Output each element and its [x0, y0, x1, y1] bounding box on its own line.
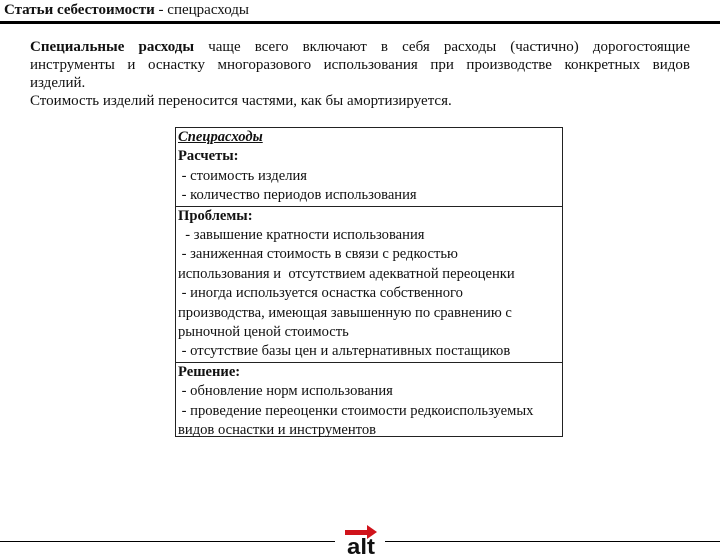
title-bold: Статьи себестоимости — [4, 2, 155, 18]
calc-heading: Расчеты: — [178, 148, 239, 165]
alt-logo — [335, 520, 385, 555]
list-item: производства, имеющая завышенную по сравнению с — [178, 304, 512, 321]
calc-section — [176, 128, 562, 207]
list-item: - заниженная стоимость в связи с редкостью — [178, 246, 458, 263]
slide-title — [4, 2, 249, 19]
intro-line — [30, 38, 690, 56]
intro-line: изделий. — [30, 75, 86, 91]
list-item: - стоимость изделия — [178, 167, 307, 184]
intro-paragraph — [30, 38, 690, 110]
list-item: рыночной ценой стоимость — [178, 324, 349, 341]
list-item: - проведение переоценки стоимости редкоиспользуемых — [178, 402, 534, 419]
box-title: Спецрасходы — [178, 129, 263, 145]
list-item: - обновление норм использования — [178, 383, 393, 400]
problems-heading: Проблемы: — [178, 207, 253, 224]
special-costs-box — [175, 127, 563, 437]
list-item: - завышение кратности использования — [178, 227, 425, 244]
intro-line: инструменты и оснастку многоразового использования при производстве конкретных видов — [30, 57, 690, 73]
list-item: использования и отсутствием адекватной переоценки — [178, 265, 515, 282]
list-item: - отсутствие базы цен и альтернативных постащиков — [178, 343, 511, 360]
problems-section — [176, 207, 562, 363]
intro-text: чаще всего включают в себя расходы (частично) дорогостоящие — [194, 39, 690, 55]
list-item: - иногда используется оснастка собственного — [178, 285, 463, 302]
solution-section — [176, 363, 562, 441]
intro-line: Стоимость изделий переносится частями, как бы амортизируется. — [30, 93, 452, 109]
header-rule — [0, 21, 720, 24]
solution-heading: Решение: — [178, 363, 241, 380]
svg-text:alt: alt — [347, 534, 376, 555]
list-item: видов оснастки и инструментов — [178, 422, 377, 439]
title-rest: - спецрасходы — [154, 2, 249, 18]
intro-bold: Специальные расходы — [30, 39, 195, 55]
list-item: - количество периодов использования — [178, 187, 417, 204]
